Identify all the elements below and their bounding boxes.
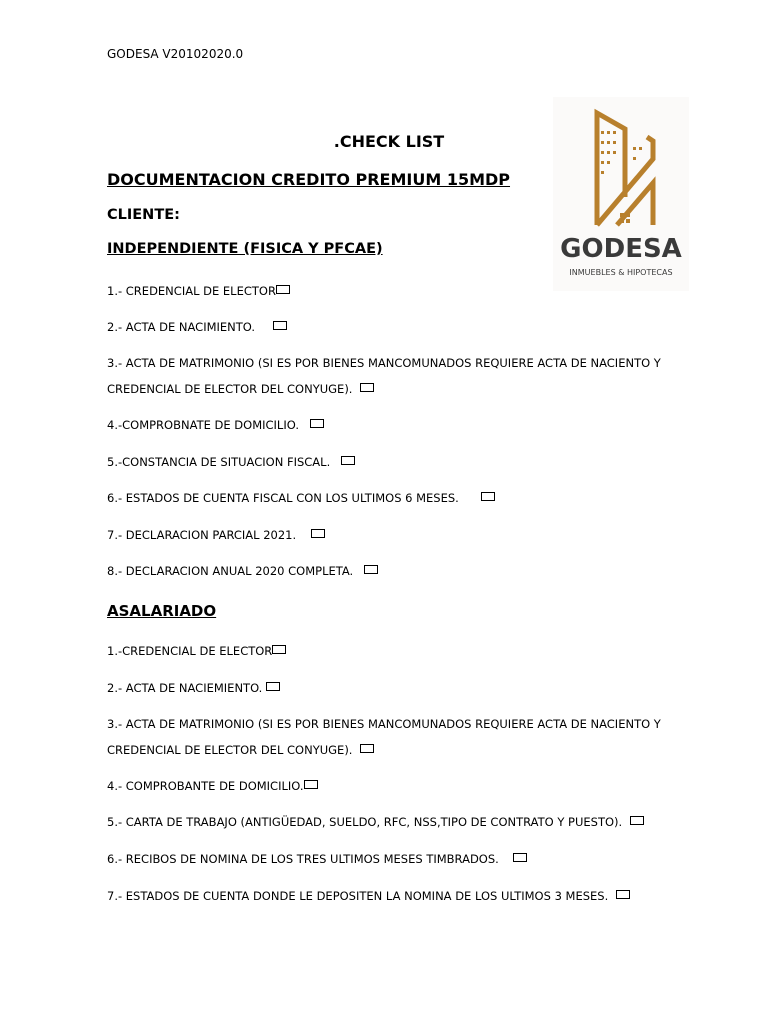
- checklist-item: [107, 638, 286, 664]
- checkbox[interactable]: [630, 816, 644, 825]
- checkbox[interactable]: [481, 492, 495, 501]
- checklist-item: [107, 278, 290, 304]
- checklist-item-text: 2.- ACTA DE NACIEMIENTO.: [107, 681, 263, 695]
- checklist-item-text: 3.- ACTA DE MATRIMONIO (SI ES POR BIENES MANCOMUNADOS REQUIERE ACTA DE NACIENTO Y: [107, 717, 661, 731]
- checklist-item-text: 8.- DECLARACION ANUAL 2020 COMPLETA.: [107, 564, 354, 578]
- checklist-item: [107, 737, 374, 763]
- checklist-item: [107, 809, 644, 835]
- checkbox[interactable]: [341, 456, 355, 465]
- checklist-item-text: 5.-CONSTANCIA DE SITUACION FISCAL.: [107, 455, 331, 469]
- checkbox[interactable]: [360, 744, 374, 753]
- checklist-item: [107, 883, 630, 909]
- checkbox[interactable]: [513, 853, 527, 862]
- checklist-item-text: CREDENCIAL DE ELECTOR DEL CONYUGE).: [107, 382, 353, 396]
- checklist-item-text: 7.- DECLARACION PARCIAL 2021.: [107, 528, 297, 542]
- checkbox[interactable]: [273, 321, 287, 330]
- checklist-item: [107, 376, 374, 402]
- checklist-item-text: 7.- ESTADOS DE CUENTA DONDE LE DEPOSITEN LA NOMINA DE LOS ULTIMOS 3 MESES.: [107, 889, 609, 903]
- checkbox[interactable]: [360, 383, 374, 392]
- checkbox[interactable]: [616, 890, 630, 899]
- checklist-item: [107, 846, 527, 872]
- checklist-item-text: 4.- COMPROBANTE DE DOMICILIO.: [107, 779, 304, 793]
- godesa-logo: [553, 97, 689, 291]
- checklist-item: [107, 558, 378, 584]
- logo-brand-text: GODESA: [560, 234, 682, 264]
- cliente-label: CLIENTE:: [107, 207, 180, 223]
- checkbox[interactable]: [310, 419, 324, 428]
- checklist-item: [107, 412, 324, 438]
- checkbox[interactable]: [311, 529, 325, 538]
- document-heading: DOCUMENTACION CREDITO PREMIUM 15MDP: [107, 170, 511, 189]
- checklist-item-text: 6.- RECIBOS DE NOMINA DE LOS TRES ULTIMOS MESES TIMBRADOS.: [107, 852, 499, 866]
- checklist-item-text: 1.- CREDENCIAL DE ELECTOR: [107, 284, 276, 298]
- section-heading-independiente: INDEPENDIENTE (FISICA Y PFCAE): [107, 241, 383, 257]
- checklist-item-text: 1.-CREDENCIAL DE ELECTOR: [107, 644, 273, 658]
- checkbox[interactable]: [276, 285, 290, 294]
- checklist-item: [107, 485, 495, 511]
- checklist-item-text: 5.- CARTA DE TRABAJO (ANTIGÜEDAD, SUELDO, RFC, NSS,TIPO DE CONTRATO Y PUESTO).: [107, 815, 623, 829]
- checklist-item-text: 4.-COMPROBNATE DE DOMICILIO.: [107, 418, 299, 432]
- checklist-item: [107, 522, 325, 548]
- logo-tagline-text: INMUEBLES & HIPOTECAS: [569, 268, 673, 277]
- checklist-item-text: 2.- ACTA DE NACIMIENTO.: [107, 320, 256, 334]
- building-logo-icon: [553, 97, 689, 291]
- checklist-item: [107, 711, 661, 737]
- checklist-item: [107, 350, 661, 376]
- checklist-item-text: CREDENCIAL DE ELECTOR DEL CONYUGE).: [107, 743, 353, 757]
- checkbox[interactable]: [364, 565, 378, 574]
- checkbox[interactable]: [266, 682, 280, 691]
- checklist-item-text: 3.- ACTA DE MATRIMONIO (SI ES POR BIENES MANCOMUNADOS REQUIERE ACTA DE NACIENTO Y: [107, 356, 661, 370]
- checklist-item-text: 6.- ESTADOS DE CUENTA FISCAL CON LOS ULTIMOS 6 MESES.: [107, 491, 459, 505]
- section-heading-asalariado: ASALARIADO: [107, 602, 217, 620]
- page-title: .CHECK LIST: [333, 132, 445, 151]
- checklist-item: [107, 314, 287, 340]
- checkbox[interactable]: [272, 645, 286, 654]
- document-header: GODESA V20102020.0: [107, 47, 244, 61]
- checklist-item: [107, 773, 318, 799]
- checklist-item: [107, 675, 280, 701]
- checkbox[interactable]: [304, 780, 318, 789]
- checklist-item: [107, 449, 355, 475]
